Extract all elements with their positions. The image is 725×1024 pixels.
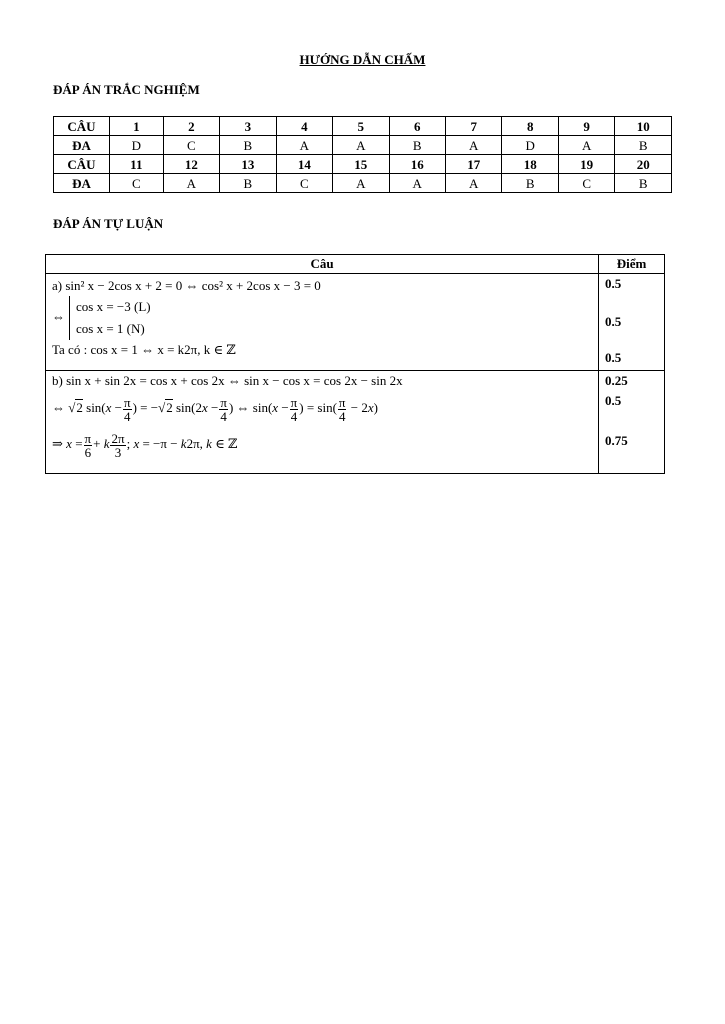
answer-cell: A	[333, 174, 389, 193]
answer-cell: A	[163, 174, 219, 193]
table-row	[54, 174, 672, 193]
col-question-header: Câu	[46, 255, 599, 274]
q-number: 4	[276, 117, 332, 136]
q-number: 14	[276, 155, 332, 174]
answer-cell: D	[502, 136, 558, 155]
table-header-row	[46, 255, 665, 274]
q-number: 19	[558, 155, 614, 174]
table-row	[46, 371, 665, 474]
answer-cell: C	[163, 136, 219, 155]
q-label: CÂU	[54, 117, 110, 136]
points-b: 0.25 0.5 0.75	[599, 371, 665, 474]
q-number: 11	[110, 155, 164, 174]
solution-b-line1: b) sin x + sin 2x = cos x + cos 2x ⇔ sin x − cos x = cos 2x − sin 2x	[52, 373, 403, 388]
answer-cell: A	[276, 136, 332, 155]
answer-cell: B	[220, 174, 276, 193]
answer-cell: B	[502, 174, 558, 193]
q-number: 10	[615, 117, 672, 136]
q-number: 8	[502, 117, 558, 136]
solution-b-line3: ⇒ x = $\frac{\pi}{6}$ + k $\frac{2\pi}{3}$ ; x = −π − k2π, k ∈ ℤ	[52, 430, 238, 460]
answer-cell: B	[615, 174, 672, 193]
answer-cell: A	[389, 174, 445, 193]
q-number: 9	[558, 117, 614, 136]
q-label: CÂU	[54, 155, 110, 174]
table-row	[46, 274, 665, 371]
table-row	[54, 117, 672, 136]
answer-cell: A	[558, 136, 614, 155]
q-number: 18	[502, 155, 558, 174]
answer-cell: A	[445, 136, 501, 155]
table-row	[54, 136, 672, 155]
answer-cell: A	[445, 174, 501, 193]
a-label: ĐA	[54, 174, 110, 193]
essay-heading: ĐÁP ÁN TỰ LUẬN	[53, 216, 164, 231]
solution-a-line1	[52, 276, 598, 296]
q-number: 7	[445, 117, 501, 136]
q-number: 15	[333, 155, 389, 174]
q-number: 17	[445, 155, 501, 174]
q-number: 13	[220, 155, 276, 174]
solution-b-line2: ⇔ √2 sin(x − $\frac{\pi}{4}$ ) = −√2 sin(2x − $\frac{\pi}{4}$ ) ⇔ sin(x − $\frac{\pi}{4}$ ) = sin( $\frac{\pi}{4}$ − 2x)	[52, 394, 378, 424]
essay-answer-table	[45, 254, 665, 474]
points-a: 0.5 0.5 0.5	[599, 274, 665, 371]
solution-a	[46, 274, 599, 371]
q-number: 3	[220, 117, 276, 136]
document-title: HƯỚNG DẪN CHẤM	[299, 52, 426, 67]
answer-cell: D	[110, 136, 164, 155]
q-number: 16	[389, 155, 445, 174]
answer-cell: B	[220, 136, 276, 155]
q-number: 12	[163, 155, 219, 174]
q-number: 6	[389, 117, 445, 136]
mc-heading: ĐÁP ÁN TRẮC NGHIỆM	[53, 82, 200, 97]
answer-cell: C	[276, 174, 332, 193]
mc-answer-table	[53, 116, 672, 193]
answer-cell: C	[558, 174, 614, 193]
table-row	[54, 155, 672, 174]
q-number: 20	[615, 155, 672, 174]
col-points-header: Điểm	[599, 255, 665, 274]
q-number: 5	[333, 117, 389, 136]
part-a-label: a)	[52, 278, 63, 293]
answer-cell: B	[389, 136, 445, 155]
answer-cell: C	[110, 174, 164, 193]
solution-a-conclusion: Ta có : cos x = 1 ⇔ x = k2π, k ∈ ℤ	[52, 342, 236, 357]
case-bracket: cos x = −3 (L) cos x = 1 (N)	[69, 296, 151, 340]
solution-b	[46, 371, 599, 474]
solution-a-system: ⇔ cos x = −3 (L) cos x = 1 (N)	[52, 296, 598, 340]
q-number: 2	[163, 117, 219, 136]
equation-a: sin² x − 2cos x + 2 = 0 ⇔ cos² x + 2cos x − 3 = 0	[65, 278, 321, 293]
answer-cell: B	[615, 136, 672, 155]
answer-cell: A	[333, 136, 389, 155]
a-label: ĐA	[54, 136, 110, 155]
q-number: 1	[110, 117, 164, 136]
